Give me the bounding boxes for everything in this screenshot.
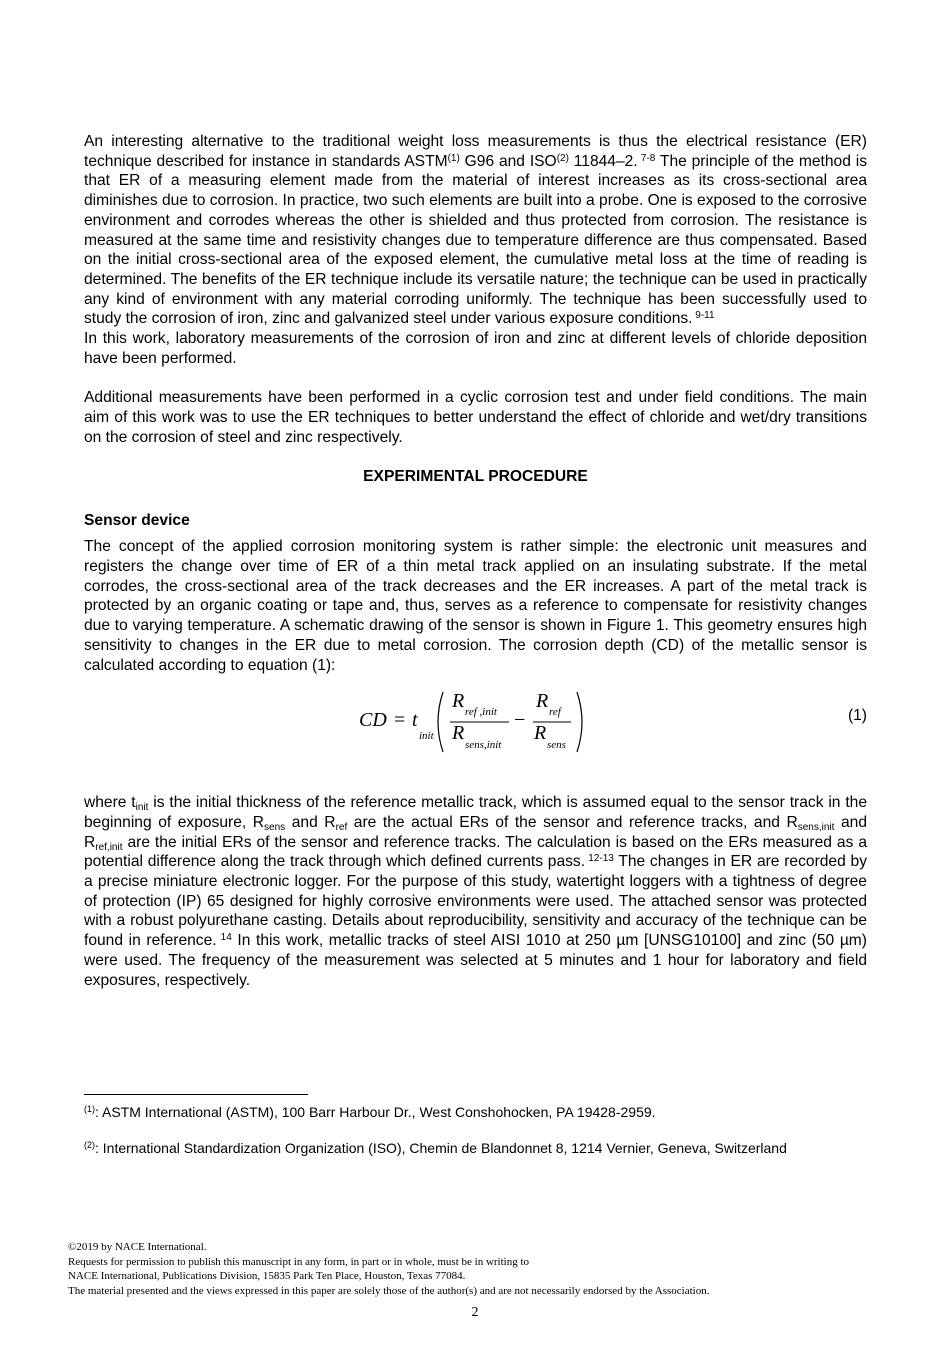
sensor-paragraph-1: The concept of the applied corrosion monitoring system is rather simple: the electronic unit measures and registers the change over time of ER of a thin metal track applied on an insulating substrate. If the metal corrodes, the cross-sectional area of the track decreases and the ER increases. A part of the metal track is protected by an organic coating or tape and, thus, serves as a reference to compensate for resistivity changes due to varying temperature. A schematic drawing of the sensor is shown in Figure 1. This geometry ensures high sensitivity to changes in the ER due to metal corrosion. The corrosion depth (CD) of the metallic sensor is calculated according to equation (1):	[84, 538, 867, 674]
sensor-paragraph-2: where $t_{init}$ is the initial thickness of the reference metallic track, which is assumed equal to the sensor track in the beginning of exposure, $R_{sens}$ and $R_{ref}$ are the actual ERs of the sensor and reference tracks, and $R_{sens,init}$ and $R_{ref,init}$ are the initial ERs of the sensor and reference tracks. The calculation is based on the ERs measured as a potential difference along the track through which defined currents pass. $^{12-13}$ The changes in ER are recorded by a precise miniature electronic logger. For the purpose of this study, watertight loggers with a tightness of degree of protection (IP) 65 designed for highly corrosive environments were used. The attached sensor was protected with a robust polyurethane casting. Details about reproducibility, sensitivity and accuracy of the technique can be found in reference. $^{14}$ In this work, metallic tracks of steel AISI 1010 at 250 µm [UNSG10100] and zinc (50 µm) were used. The frequency of the measurement was selected at 5 minutes and 1 hour for laboratory and field exposures, respectively.	[84, 794, 867, 989]
footnote-ref-2: (2)	[556, 152, 569, 164]
citation-ref: 9-11	[692, 310, 715, 322]
intro-paragraph-2: In this work, laboratory measurements of the corrosion of iron and zinc at different levels of chloride deposition have been performed.	[84, 330, 867, 367]
footnote-2: $^{(2)}$: International Standardization Organization (ISO), Chemin de Blandonnet 8, 1214 Vernier, Geneva, Switzerland	[84, 1140, 787, 1156]
equation-formula: CD = t init R ref ,init R sens,init − R ref R sens	[359, 687, 599, 757]
page-body	[84, 132, 867, 990]
footnote-divider	[84, 1094, 308, 1095]
citation-ref: 12-13	[585, 853, 614, 865]
citation-ref: 7-8	[637, 152, 656, 164]
section-heading: EXPERIMENTAL PROCEDURE	[363, 467, 588, 485]
page-number: 2	[471, 1305, 479, 1320]
intro-paragraph-1: An interesting alternative to the traditional weight loss measurements is thus the electrical resistance (ER) technique described for instance in standards ASTM$^{(1)}$ G96 and ISO$^{(2)}$ 11844–2. $^{7-8}$ The principle of the method is that ER of a measuring element made from the material of interest increases as its cross-sectional area diminishes due to corrosion. In practice, two such elements are built into a probe. One is exposed to the corrosive environment and corrodes whereas the other is shielded and thus protected from corrosion. The resistance is measured at the same time and resistivity changes due to temperature difference are thus compensated. Based on the initial cross-sectional area of the exposed element, the cumulative metal loss at the time of reading is determined. The benefits of the ER technique include its versatile nature; the technique can be used in practically any kind of environment with any material corroding uniformly. The technique has been successfully used to study the corrosion of iron, zinc and galvanized steel under various exposure conditions. $^{9-11}$	[84, 133, 867, 328]
equation-number: (1)	[847, 707, 867, 725]
intro-paragraph-3: Additional measurements have been performed in a cyclic corrosion test and under field conditions. The main aim of this work was to use the ER techniques to better understand the effect of chloride and wet/dry transitions on the corrosion of steel and zinc respectively.	[84, 389, 867, 446]
citation-ref: 14	[216, 932, 232, 944]
equation-1	[84, 675, 867, 775]
copyright-footer: ©2019 by NACE International. Requests for permission to publish this manuscript in any form, in part or in whole, must be in writing to NACE International, Publications Division, 15835 Park Ten Place, Houston, Texas 77084. The material presented and the views expressed in this paper are solely those of the author(s) and are not necessarily endorsed by the Association.	[68, 1241, 710, 1297]
footnote-ref-1: (1)	[447, 152, 460, 164]
footnote-1: $^{(1)}$: ASTM International (ASTM), 100 Barr Harbour Dr., West Conshohocken, PA 19428-2959.	[84, 1104, 656, 1120]
subsection-heading: Sensor device	[84, 511, 190, 529]
